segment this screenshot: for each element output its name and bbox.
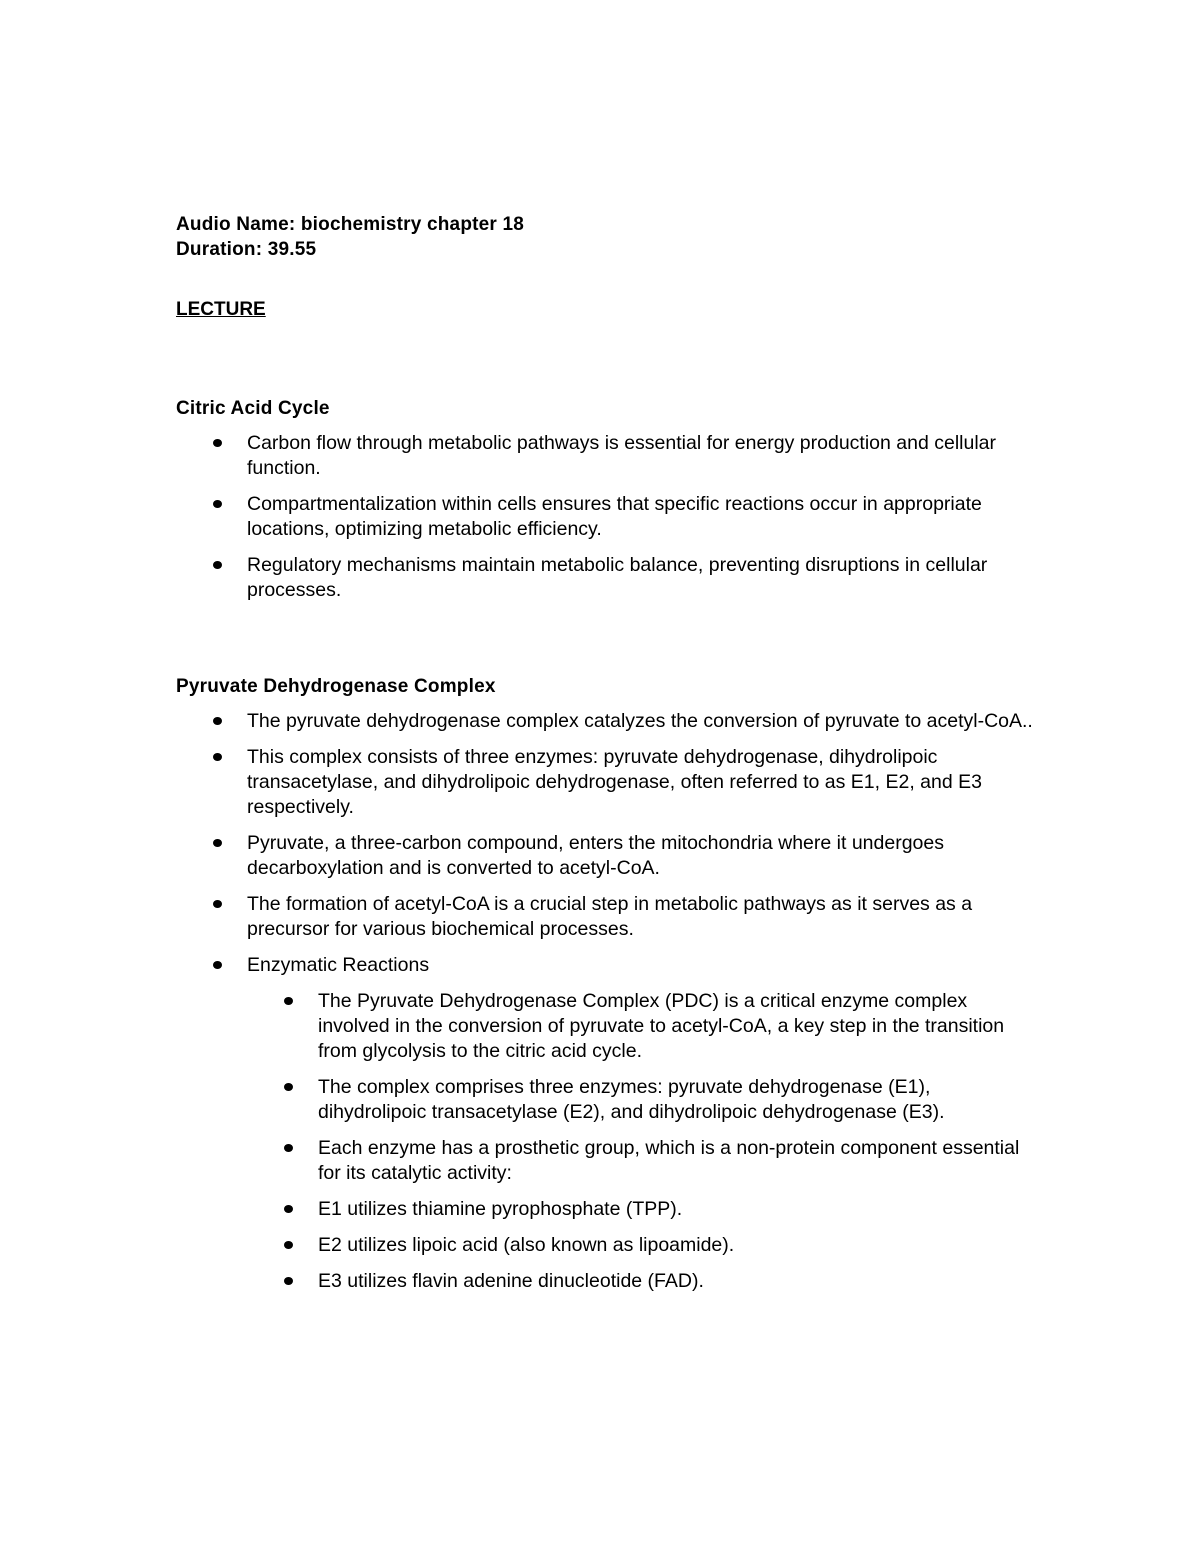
sub-list-item-text: E2 utilizes lipoic acid (also known as lipoamide).: [318, 1234, 735, 1256]
bullet-icon: [284, 997, 293, 1005]
duration-line: Duration: 39.55: [176, 239, 317, 260]
sub-list-item: [247, 989, 1036, 1064]
section-title-pyruvate-dehydrogenase-complex: Pyruvate Dehydrogenase Complex: [176, 676, 496, 697]
list-item: [176, 831, 1036, 881]
list-item-text: This complex consists of three enzymes: pyruvate dehydrogenase, dihydrolipoic transacetylase, and dihydrolipoic dehydrogenase, often referred to as E1, E2, and E3 respectively.: [247, 746, 982, 818]
bullet-icon: [284, 1144, 293, 1152]
bullet-icon: [213, 500, 222, 508]
list-item-text: Carbon flow through metabolic pathways is essential for energy production and cellular function.: [247, 432, 996, 479]
list-item-text: The formation of acetyl-CoA is a crucial step in metabolic pathways as it serves as a precursor for various biochemical processes.: [247, 893, 973, 940]
bullet-icon: [213, 900, 222, 908]
pdc-list: [176, 709, 1036, 1294]
bullet-icon: [284, 1277, 293, 1285]
sub-list-item-text: Each enzyme has a prosthetic group, which is a non-protein component essential for its catalytic activity:: [318, 1137, 1020, 1184]
bullet-icon: [213, 717, 222, 725]
bullet-icon: [284, 1083, 293, 1091]
section-title-citric-acid-cycle: Citric Acid Cycle: [176, 398, 330, 419]
list-item-text: Regulatory mechanisms maintain metabolic balance, preventing disruptions in cellular processes.: [247, 554, 988, 601]
list-item: [176, 492, 1036, 542]
list-item: [176, 892, 1036, 942]
document-page: [176, 212, 1036, 1305]
bullet-icon: [213, 439, 222, 447]
sub-list-item-text: E3 utilizes flavin adenine dinucleotide (FAD).: [318, 1270, 704, 1292]
bullet-icon: [213, 753, 222, 761]
sub-list-item-text: E1 utilizes thiamine pyrophosphate (TPP).: [318, 1198, 683, 1220]
bullet-icon: [284, 1241, 293, 1249]
bullet-icon: [213, 561, 222, 569]
citric-acid-cycle-list: [176, 431, 1036, 603]
sub-list-item: [247, 1197, 1036, 1222]
bullet-icon: [213, 839, 222, 847]
bullet-icon: [284, 1205, 293, 1213]
sub-list-item-text: The complex comprises three enzymes: pyruvate dehydrogenase (E1), dihydrolipoic transacetylase (E2), and dihydrolipoic dehydrogenase (E3).: [318, 1076, 945, 1123]
sub-list-item: [247, 1075, 1036, 1125]
list-item: [176, 431, 1036, 481]
lecture-heading: LECTURE: [176, 299, 266, 320]
sub-list-item: [247, 1136, 1036, 1186]
sub-list-item-text: The Pyruvate Dehydrogenase Complex (PDC) is a critical enzyme complex involved in the conversion of pyruvate to acetyl-CoA, a key step in the transition from glycolysis to the citric acid cycle.: [318, 990, 1005, 1062]
list-item: [176, 553, 1036, 603]
list-item-text: Compartmentalization within cells ensures that specific reactions occur in appropriate locations, optimizing metabolic efficiency.: [247, 493, 982, 540]
list-item-text: The pyruvate dehydrogenase complex catalyzes the conversion of pyruvate to acetyl-CoA..: [247, 710, 1033, 732]
sub-list-item: [247, 1269, 1036, 1294]
list-item: [176, 745, 1036, 820]
audio-name-line: Audio Name: biochemistry chapter 18: [176, 214, 525, 235]
bullet-icon: [213, 961, 222, 969]
list-item: [176, 709, 1036, 734]
enzymatic-reactions-sublist: [247, 989, 1036, 1294]
list-item-enzymatic-reactions: [176, 953, 1036, 1294]
list-item-text: Enzymatic Reactions: [247, 954, 430, 976]
sub-list-item: [247, 1233, 1036, 1258]
list-item-text: Pyruvate, a three-carbon compound, enters the mitochondria where it undergoes decarboxylation and is converted to acetyl-CoA.: [247, 832, 944, 879]
